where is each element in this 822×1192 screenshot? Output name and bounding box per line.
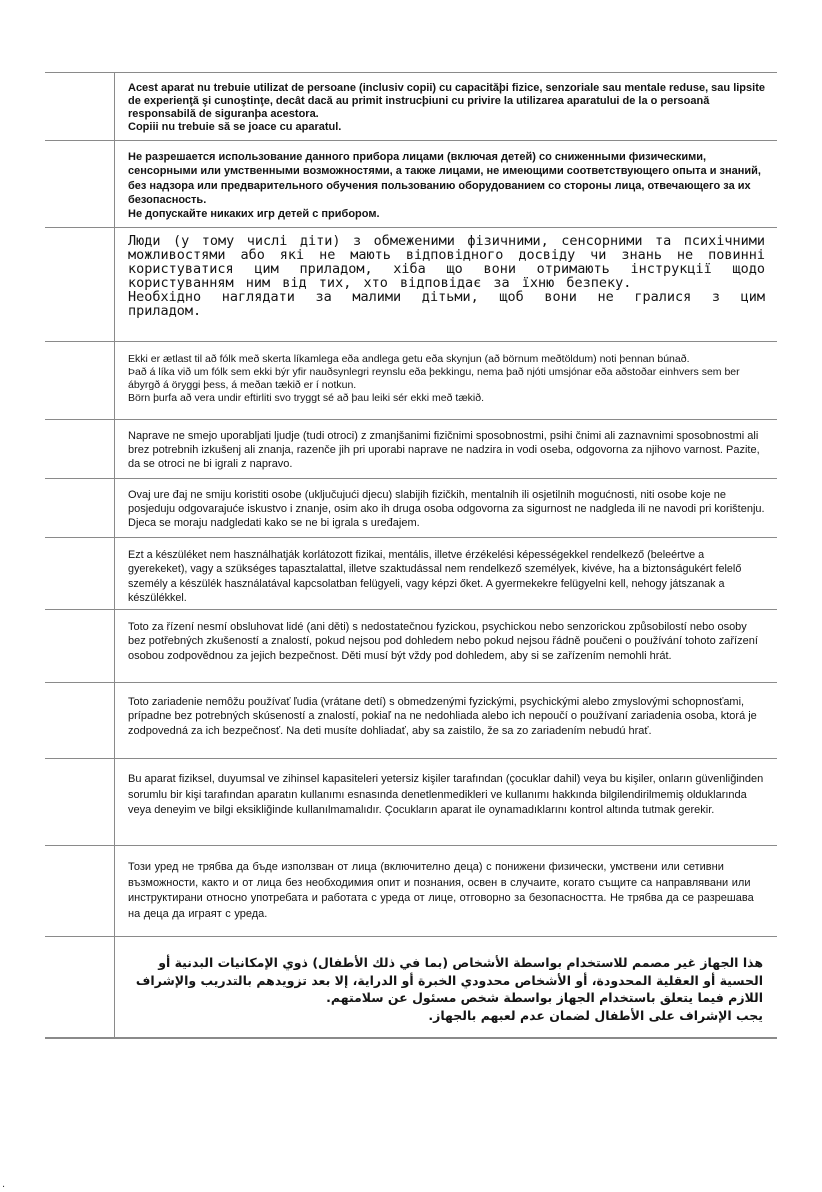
paragraph: هذا الجهاز غير مصمم للاستخدام بواسطة الأشخاص (بما في ذلك الأطفال) ذوي الإمكانيات البدنية أو الحسية أو العقلية المحدودة، أو الأشخاص محدودي الخبرة أو الدراية، إلا بعد تزويدهم بالتدريب والإشراف اللازم فيما يتعلق باستخدام الجهاز بواسطة شخص مسئول عن سلامتهم. [135,955,763,1005]
table-row-hungarian [45,538,777,610]
paragraph: Það á líka við um fólk sem ekki býr yfir nauðsynlegri reynslu eða þekkingu, nema það njóti umsjónar eða aðstoðar einhvers sem ber ábyrgð á öryggi þess, á meðan tækið er í notkun. [128,366,740,391]
warning-text-slovenian [115,420,777,478]
table-row-romanian [45,73,777,141]
paragraph: Не допускайте никаких игр детей с прибором. [128,208,380,221]
left-cell-empty [45,683,115,758]
warning-text-icelandic [115,342,777,419]
left-cell-empty [45,610,115,682]
paragraph: يجب الإشراف على الأطفال لضمان عدم لعبهم بالجهاز. [428,1007,763,1023]
left-cell-empty [45,846,115,936]
table-row-slovak [45,683,777,759]
left-cell-empty [45,759,115,845]
warning-text-turkish [115,759,777,845]
warning-text-czech [115,610,777,682]
paragraph: Naprave ne smejo uporabljati ljudje (tudi otroci) z zmanjšanimi fizičnimi sposobnostmi, psihi čnimi ali zaznavnimi sposobnostmi ali brez potrebnih izkušenj ali znanja, razenče jih pri uporabi naprave ne nadzira in vodi oseba, odgovorna za njihovo varnost. Pazite, da se otroci ne bi igrali z napravo. [128,430,760,470]
paragraph: Toto za řízení nesmí obsluhovat lidé (ani děti) s nedostatečnou fyzickou, psychickou nebo senzorickou způsobilostí nebo osoby bez potřebných zkušeností a znalostí, pokud nejsou pod dohledem nebo pokud nejsou řádně poučeni o používání tohoto zařízení osobou zodpovědnou za jejich bezpečnost. Děti musí být vždy pod dohledem, aby si se zařízením nemohli hrát. [128,621,758,662]
paragraph: Ezt a készüléket nem használhatják korlátozott fizikai, mentális, illetve érzékelési képességekkel rendelkező (beleértve a gyerekeket), vagy a szükséges tapasztalattal, illetve szaktudással nem rendelkező személyek, kivéve, ha a biztonságukért felelő személy a készülék használatával kapcsolatban felügyeli, vagy képzi őket. A gyermekekre felügyelni kell, nehogy játszanak a készülékkel. [128,549,742,604]
warning-text-slovak [115,683,777,758]
table-row-croatian [45,479,777,538]
table-row-turkish [45,759,777,846]
stray-dot: . [2,1178,6,1190]
left-cell-empty [45,228,115,341]
left-cell-empty [45,937,115,1037]
left-cell-empty [45,141,115,227]
left-cell-empty [45,479,115,537]
left-cell-empty [45,538,115,609]
table-row-slovenian [45,420,777,479]
paragraph: Люди (у тому числі діти) з обмеженими фізичними, сенсорними та психічними можливостями або які не мають відповідного досвіду чи знань не повинні користуватися цим приладом, хіба що вони отримають інструкції щодо користуванням ним від тих, хто відповідає за їхню безпеку. [128,233,765,291]
paragraph: Не разрешается использование данного прибора лицами (включая детей) со сниженными физическими, сенсорными или умственными возможностями, а также лицами, не имеющими соответствующего опыта и знаний, без надзора или предварительного обучения пользованию оборудованием со стороны лица, отвечающего за их безопасность. [128,151,761,206]
table-row-czech [45,610,777,683]
paragraph: Acest aparat nu trebuie utilizat de persoane (inclusiv copii) cu capacităþi fizice, senzoriale sau mentale reduse, sau lipsite de experienţă şi cunoştinţe, decât dacă au primit instrucþiuni cu privire la utilizarea aparatului de la o persoană responsabilă de siguranþa acestora. [128,82,765,120]
paragraph: Toto zariadenie nemôžu používať ľudia (vrátane detí) s obmedzenými fyzickými, psychickými alebo zmyslovými schopnosťami, prípadne bez potrebných skúseností a znalostí, pokiaľ na ne nedohliada alebo ich nepoučí o používaní zariadenia osoba, ktorá je zodpovedná za ich bezpečnosť. Na deti musíte dohliadať, aby sa zaistilo, že sa zo zariadením nebudú hrať. [128,696,757,737]
paragraph: Börn þurfa að vera undir eftirliti svo tryggt sé að þau leiki sér ekki með tækið. [128,392,484,404]
paragraph: Този уред не трябва да бъде използван от лица (включително деца) с понижени физически, умствени или сетивни възможности, както и от лица без необходимия опит и познания, освен в случаите, когато същите са направлявани или инструктирани относно употребата и работата с уреда от лице, отговорно за безопасността. Не трябва да се разрешава на деца да играят с уреда. [128,861,754,920]
table-row-arabic [45,937,777,1039]
warning-text-bulgarian [115,846,777,936]
left-cell-empty [45,342,115,419]
table-row-russian [45,141,777,228]
left-cell-empty [45,420,115,478]
paragraph: Ovaj ure đaj ne smiju koristiti osobe (uključujući djecu) slabijih fizičkih, mentalnih ili osjetilnih mogućnosti, niti osobe koje ne posjeduju odgovarajuće iskustvo i znanje, osim ako ih druga osoba odgovorna za sigurnost ne nadgleda ili ne navodi pri korištenju. Djeca se moraju nadgledati kako se ne bi igrala s uređajem. [128,489,765,529]
warning-text-ukrainian [115,228,777,341]
paragraph: Ekki er ætlast til að fólk með skerta líkamlega eða andlega getu eða skynjun (að börnum meðtöldum) noti þennan búnað. [128,353,690,365]
warning-text-croatian [115,479,777,537]
warning-text-russian [115,141,777,227]
table-row-ukrainian [45,228,777,342]
warning-text-romanian [115,73,777,140]
warning-text-hungarian [115,538,777,609]
left-cell-empty [45,73,115,140]
table-row-bulgarian [45,846,777,937]
multilingual-warning-table [45,72,777,1039]
paragraph: Copiii nu trebuie să se joace cu aparatul. [128,121,342,133]
warning-text-arabic [115,937,777,1037]
paragraph: Необхідно наглядати за малими дітьми, щоб вони не гралися з цим приладом. [128,288,765,319]
paragraph: Bu aparat fiziksel, duyumsal ve zihinsel kapasiteleri yetersiz kişiler tarafından (çocuklar dahil) veya bu kişiler, onların güvenliğinden sorumlu bir kişi tarafından aparatın kullanımı esnasında denetlenmedikleri ve kullanımı hakkında bilgilendirilmemiş olduklarında veya deneyim ve bilgi eksikliğinde kullanılmamalıdır. Çocukların aparat ile oynamadıklarını kontrol altında tutmak gerekir. [128,773,764,816]
table-row-icelandic [45,342,777,420]
